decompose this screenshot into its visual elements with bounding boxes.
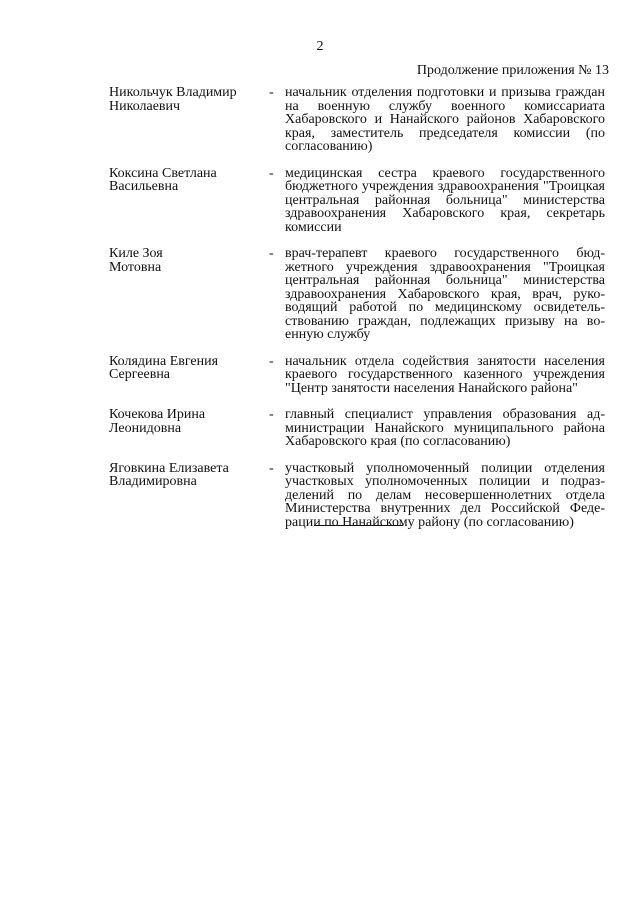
member-dash: -: [269, 353, 274, 369]
member-row: [109, 247, 605, 342]
member-surname-firstname: Коксина Светлана: [109, 165, 217, 181]
member-role: начальник отделения подготовки и призыва граждан на военную службу военного комиссариата Хабаровского и Нанайского районов Хабаровского края, заместитель председателя комиссии (по согласованию): [285, 85, 605, 154]
commission-members-list: [109, 86, 605, 529]
member-dash: -: [269, 165, 274, 181]
member-dash: -: [269, 407, 274, 422]
member-row: [109, 86, 605, 154]
member-dash: -: [269, 85, 274, 100]
member-role: врач-терапевт краевого государственного бюджетного учреждения здравоохранения "Троицкая центральная районная больница" министерства здравоохранения Хабаровского края, врач, руководящий работой по медицинскому освидетельствованию граждан, подлежащих призыву на военную службу: [285, 246, 605, 342]
member-surname-firstname: Киле Зоя: [109, 246, 163, 261]
member-row: [109, 408, 605, 449]
member-patronymic: Мотовна: [109, 259, 162, 275]
member-row: [109, 462, 605, 530]
member-patronymic: Владимировна: [109, 474, 197, 489]
member-role: медицинская сестра краевого государственного бюджетного учреждения здравоохранения "Троицкая центральная районная больница" министерства здравоохранения Хабаровского края, секретарь комиссии: [285, 165, 605, 235]
member-name: [109, 167, 269, 194]
member-row: [109, 355, 605, 396]
member-surname-firstname: Никольчук Владимир: [109, 85, 237, 100]
member-role: начальник отдела содействия занятости населения краевого государственного казенного учреждения "Центр занятости населения Нанайского района": [285, 353, 605, 396]
member-row: [109, 167, 605, 235]
member-name: [109, 462, 269, 489]
member-dash: -: [269, 246, 274, 261]
member-role: главный специалист управления образования администрации Нанайского муниципального района Хабаровского края (по согласованию): [285, 407, 605, 449]
member-name: [109, 247, 269, 274]
member-name: [109, 355, 269, 382]
end-of-list-divider: [314, 525, 403, 526]
member-patronymic: Леонидовна: [109, 420, 182, 436]
member-surname-firstname: Кочекова Ирина: [109, 407, 206, 422]
member-name: [109, 408, 269, 435]
appendix-continuation-note: Продолжение приложения № 13: [416, 63, 609, 78]
member-patronymic: Сергеевна: [109, 367, 171, 382]
member-patronymic: Васильевна: [109, 179, 179, 194]
member-role: участковый уполномоченный полиции отделения участковых уполномоченных полиции и подразделений по делам несовершеннолетних отдела Министерства внутренних дел Российской Федерации по Нанайскому району (по согласованию): [285, 460, 605, 530]
member-dash: -: [269, 460, 274, 476]
member-surname-firstname: Колядина Евгения: [109, 353, 219, 369]
member-name: [109, 86, 269, 113]
member-patronymic: Николаевич: [109, 98, 181, 114]
page-number: 2: [316, 39, 324, 54]
member-surname-firstname: Яговкина Елизавета: [109, 460, 229, 476]
